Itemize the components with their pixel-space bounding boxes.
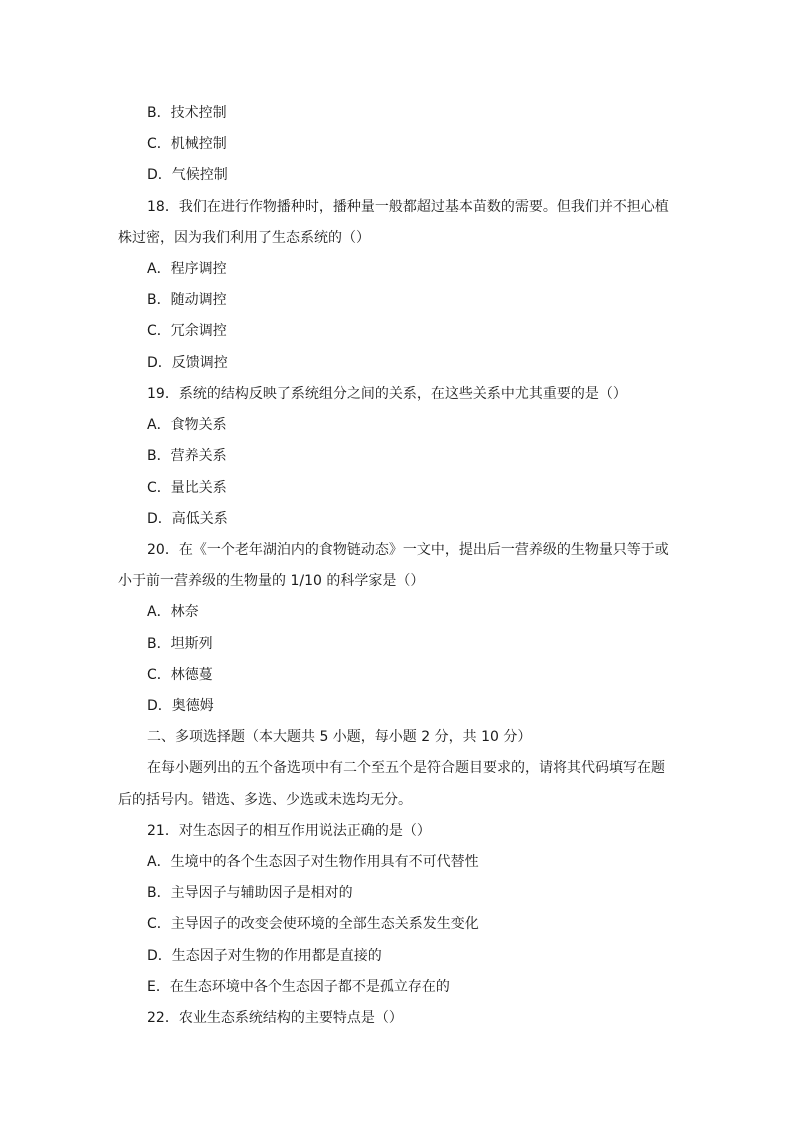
q20-option-d: D．奥德姆 [147, 698, 214, 714]
q17-option-c: C．机械控制 [147, 136, 227, 152]
q18-stem-line2: 株过密，因为我们利用了生态系统的（） [118, 230, 370, 246]
q18-option-b: B．随动调控 [147, 292, 227, 308]
q21-option-a: A．生境中的各个生态因子对生物作用具有不可代替性 [147, 854, 479, 870]
q21-option-b: B．主导因子与辅助因子是相对的 [147, 885, 353, 901]
q20-option-a: A．林奈 [147, 604, 199, 620]
q20-option-c: C．林德蔓 [147, 667, 213, 683]
q19-option-a: A．食物关系 [147, 417, 227, 433]
q21-stem: 21．对生态因子的相互作用说法正确的是（） [147, 823, 431, 839]
q17-option-d: D．气候控制 [147, 167, 228, 183]
q22-stem: 22．农业生态系统结构的主要特点是（） [147, 1010, 403, 1026]
section2-instruction-line1: 在每小题列出的五个备选项中有二个至五个是符合题目要求的，请将其代码填写在题 [147, 760, 665, 776]
q20-stem-line2: 小于前一营养级的生物量的 1/10 的科学家是（） [118, 573, 425, 589]
q18-stem-line1: 18．我们在进行作物播种时，播种量一般都超过基本苗数的需要。但我们并不担心植 [147, 199, 669, 215]
q19-option-d: D．高低关系 [147, 511, 228, 527]
q21-option-d: D．生态因子对生物的作用都是直接的 [147, 948, 382, 964]
q18-option-c: C．冗余调控 [147, 323, 227, 339]
q19-option-b: B．营养关系 [147, 448, 227, 464]
q18-option-a: A．程序调控 [147, 261, 227, 277]
section2-title: 二、多项选择题（本大题共 5 小题，每小题 2 分，共 10 分） [147, 729, 532, 745]
section2-instruction-line2: 后的括号内。错选、多选、少选或未选均无分。 [118, 792, 412, 808]
q19-stem: 19．系统的结构反映了系统组分之间的关系，在这些关系中尤其重要的是（） [147, 386, 627, 402]
q21-option-c: C．主导因子的改变会使环境的全部生态关系发生变化 [147, 916, 479, 932]
q20-option-b: B．坦斯列 [147, 636, 213, 652]
q19-option-c: C．量比关系 [147, 480, 227, 496]
q20-stem-line1: 20．在《一个老年湖泊内的食物链动态》一文中，提出后一营养级的生物量只等于或 [147, 542, 669, 558]
q17-option-b: B．技术控制 [147, 105, 227, 121]
q21-option-e: E．在生态环境中各个生态因子都不是孤立存在的 [147, 979, 450, 995]
q18-option-d: D．反馈调控 [147, 355, 228, 371]
